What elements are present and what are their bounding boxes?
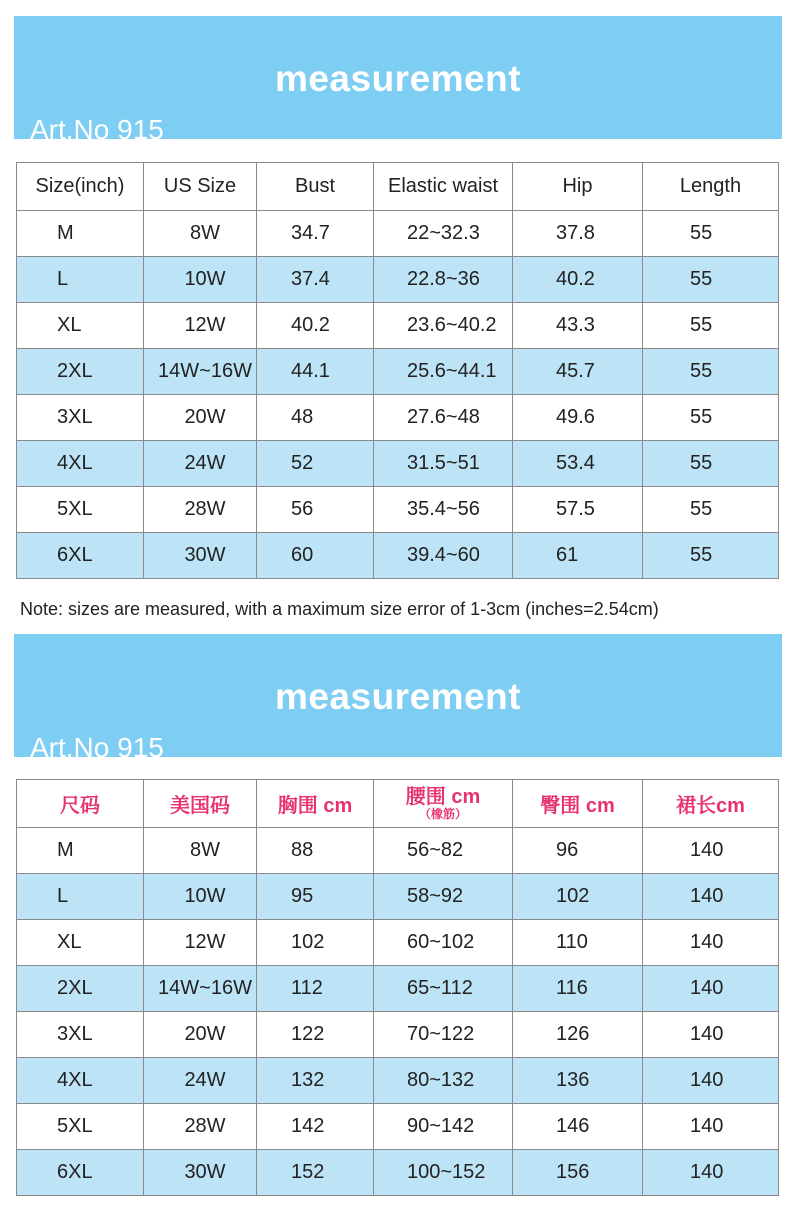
waist-elastic-note: （橡筋） [418,807,467,821]
table-cell: 140 [643,1150,779,1196]
table-cell: 55 [643,349,779,395]
table-cell: 12W [144,920,257,966]
table-cell: 60~102 [374,920,513,966]
banner-title: measurement [274,58,522,99]
table-cell: 24W [144,1058,257,1104]
size-table-inch [16,162,779,579]
table-cell: 40.2 [257,303,374,349]
table-cell: 152 [257,1150,374,1196]
table-cell: 3XL [17,1012,144,1058]
table-cell: 102 [257,920,374,966]
table-cell: 14W~16W [144,966,257,1012]
table-cell: 55 [643,257,779,303]
table-row [17,487,779,533]
table-cell: 156 [513,1150,643,1196]
table-header-row [17,163,779,211]
table-cell: XL [17,303,144,349]
table-cell: L [17,257,144,303]
table-cell: 112 [257,966,374,1012]
table-cell: 110 [513,920,643,966]
table-cell: 116 [513,966,643,1012]
table-row [17,920,779,966]
table-row [17,828,779,874]
table-cell: 10W [144,874,257,920]
table-cell: 55 [643,211,779,257]
table-cell: 48 [257,395,374,441]
table-cell: 4XL [17,441,144,487]
table-cell: 140 [643,1104,779,1150]
column-header-us-size: US Size [144,163,257,211]
header-banner-cm [14,634,782,763]
table-cell: 55 [643,533,779,579]
waist-label: 腰围 cm [405,786,481,808]
table-cell: 140 [643,1058,779,1104]
table-row [17,257,779,303]
table-row [17,303,779,349]
table-row [17,441,779,487]
banner-title: measurement [274,676,522,717]
table-cell: 3XL [17,395,144,441]
table-row [17,395,779,441]
table-cell: 55 [643,395,779,441]
table-cell: 6XL [17,1150,144,1196]
table-cell: 43.3 [513,303,643,349]
table-row [17,966,779,1012]
table-cell: 61 [513,533,643,579]
table-cell: 80~132 [374,1058,513,1104]
column-header-size: 尺码 [17,780,144,828]
table-cell: 126 [513,1012,643,1058]
table-cell: 58~92 [374,874,513,920]
table-cell: 55 [643,487,779,533]
table-cell: 12W [144,303,257,349]
table-cell: 22~32.3 [374,211,513,257]
table-cell: 6XL [17,533,144,579]
table-cell: 5XL [17,1104,144,1150]
column-header-waist [374,780,513,828]
table-cell: 102 [513,874,643,920]
table-cell: 23.6~40.2 [374,303,513,349]
column-header-length: 裙长cm [643,780,779,828]
table-cell: XL [17,920,144,966]
table-row [17,211,779,257]
table-row [17,533,779,579]
table-row [17,349,779,395]
table-cell: 2XL [17,349,144,395]
table-cell: 140 [643,966,779,1012]
table-cell: 25.6~44.1 [374,349,513,395]
column-header-waist: Elastic waist [374,163,513,211]
table-cell: 4XL [17,1058,144,1104]
table-cell: 8W [144,828,257,874]
table-cell: 56 [257,487,374,533]
table-cell: 136 [513,1058,643,1104]
table-cell: 45.7 [513,349,643,395]
table-cell: 100~152 [374,1150,513,1196]
table-cell: 53.4 [513,441,643,487]
table-cell: 55 [643,303,779,349]
table-cell: 2XL [17,966,144,1012]
table-cell: 31.5~51 [374,441,513,487]
table-cell: 44.1 [257,349,374,395]
table-cell: 65~112 [374,966,513,1012]
table-cell: 28W [144,1104,257,1150]
table-cell: 140 [643,1012,779,1058]
table-cell: 30W [144,1150,257,1196]
table-cell: 96 [513,828,643,874]
table-cell: 27.6~48 [374,395,513,441]
column-header-bust: Bust [257,163,374,211]
table-cell: 22.8~36 [374,257,513,303]
table-cell: 140 [643,920,779,966]
table-cell: 39.4~60 [374,533,513,579]
table-cell: 35.4~56 [374,487,513,533]
table-cell: 40.2 [513,257,643,303]
column-header-us-size: 美国码 [144,780,257,828]
table-cell: 146 [513,1104,643,1150]
table-cell: 28W [144,487,257,533]
table-cell: 55 [643,441,779,487]
table-cell: M [17,211,144,257]
column-header-hip: Hip [513,163,643,211]
table-cell: 10W [144,257,257,303]
table-cell: 34.7 [257,211,374,257]
table-cell: L [17,874,144,920]
table-cell: 142 [257,1104,374,1150]
table-cell: 52 [257,441,374,487]
table-cell: 14W~16W [144,349,257,395]
table-cell: 49.6 [513,395,643,441]
table-cell: 140 [643,828,779,874]
column-header-bust: 胸围 cm [257,780,374,828]
table-row [17,1058,779,1104]
table-cell: 90~142 [374,1104,513,1150]
measurement-note: Note: sizes are measured, with a maximum size error of 1-3cm (inches=2.54cm) [20,599,659,619]
table-row [17,874,779,920]
table-cell: 5XL [17,487,144,533]
article-number: Art.No 915 [30,732,164,763]
table-header-row [17,780,779,828]
table-cell: 24W [144,441,257,487]
table-row [17,1012,779,1058]
table-cell: 95 [257,874,374,920]
column-header-length: Length [643,163,779,211]
size-table-cm [16,779,779,1196]
table-cell: 122 [257,1012,374,1058]
table-cell: 132 [257,1058,374,1104]
column-header-hip: 臀围 cm [513,780,643,828]
table-cell: 20W [144,395,257,441]
table-cell: M [17,828,144,874]
header-banner-inch [14,16,782,145]
table-row [17,1104,779,1150]
table-cell: 57.5 [513,487,643,533]
table-cell: 37.8 [513,211,643,257]
table-cell: 140 [643,874,779,920]
column-header-size: Size(inch) [17,163,144,211]
table-row [17,1150,779,1196]
table-cell: 56~82 [374,828,513,874]
table-cell: 60 [257,533,374,579]
table-cell: 70~122 [374,1012,513,1058]
table-cell: 30W [144,533,257,579]
table-cell: 20W [144,1012,257,1058]
table-cell: 88 [257,828,374,874]
table-cell: 8W [144,211,257,257]
table-cell: 37.4 [257,257,374,303]
article-number: Art.No 915 [30,114,164,145]
